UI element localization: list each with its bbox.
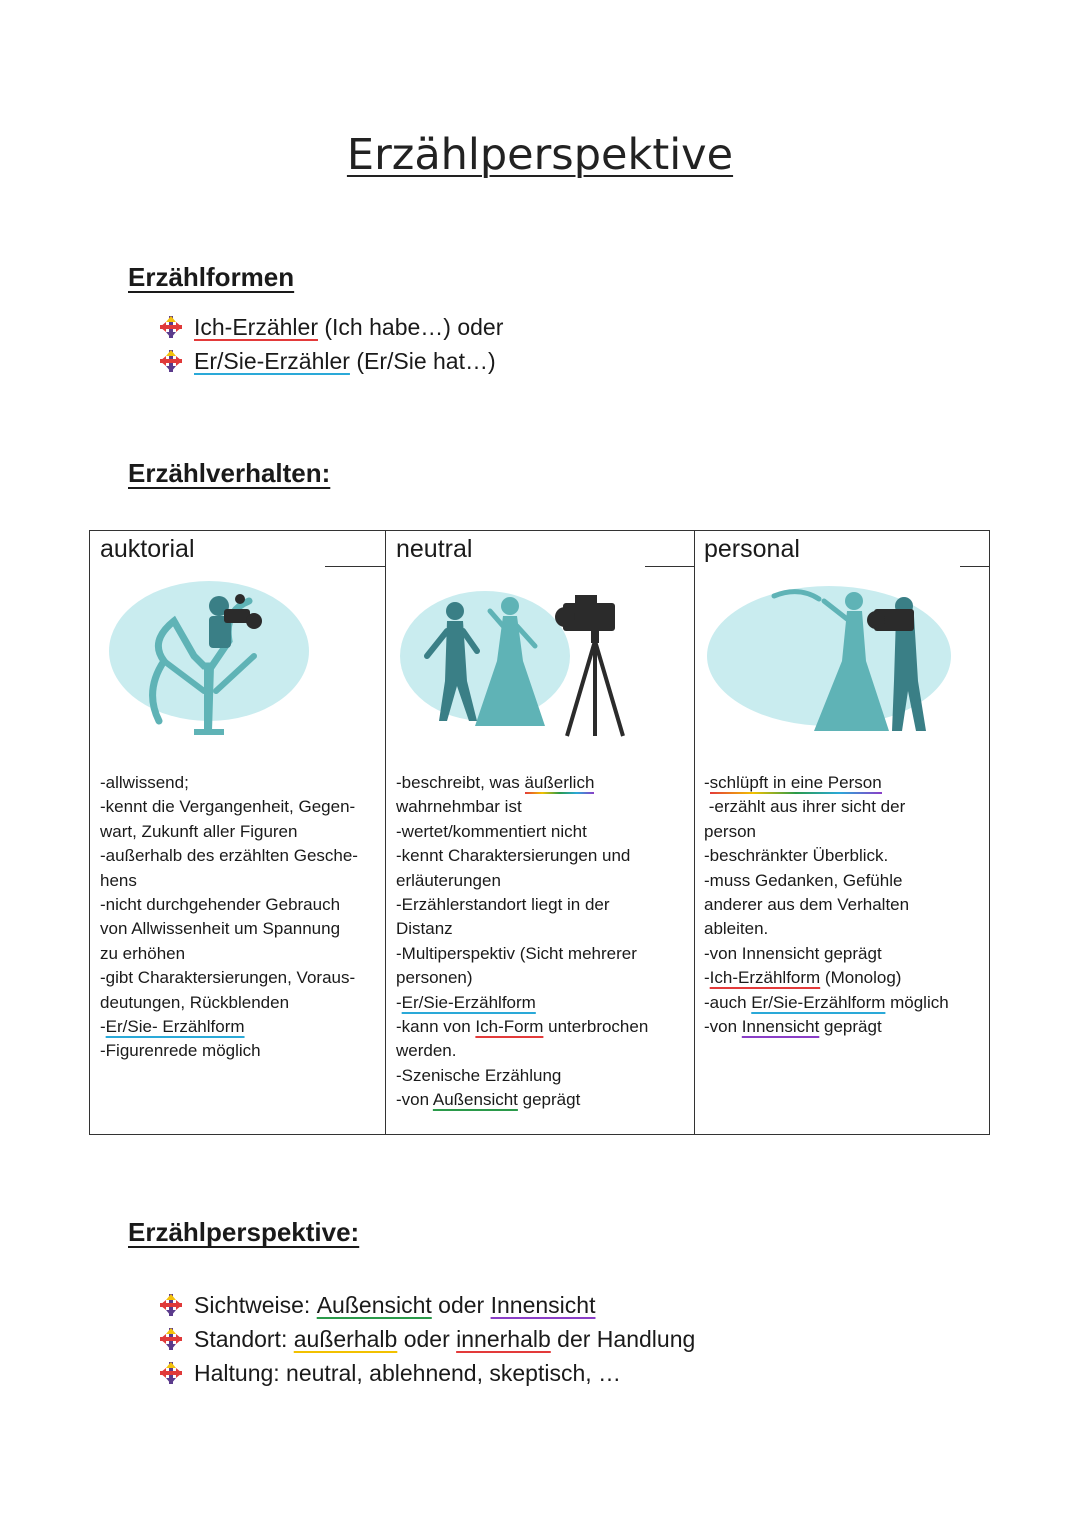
page-title: Erzählperspektive xyxy=(346,130,734,180)
text-line: person xyxy=(704,821,756,841)
term-er-sie-erzaehlform: Er/Sie-Erzählform xyxy=(401,992,536,1012)
text-fragment: -von xyxy=(396,1090,433,1110)
narrator-filming-person-icon xyxy=(704,571,954,761)
list-item xyxy=(160,1322,695,1356)
list-item xyxy=(160,310,503,344)
text-line: -außerhalb des erzählten Gesche- xyxy=(100,846,358,866)
column-header-auktorial: auktorial xyxy=(100,535,195,563)
header-underline xyxy=(960,566,989,567)
term-er-sie-erzaehler: Er/Sie-Erzähler xyxy=(194,348,350,374)
text-fragment: - xyxy=(100,1017,106,1037)
text-line: -Szenische Erzählung xyxy=(396,1065,562,1085)
text-fragment: -kann von xyxy=(396,1017,476,1037)
text-line: -Multiperspektiv (Sicht mehrerer xyxy=(396,943,637,963)
erzaehlformen-list xyxy=(160,310,503,378)
text-fragment: geprägt xyxy=(819,1017,882,1037)
term-innensicht: Innensicht xyxy=(490,1292,596,1318)
text-line: -erzählt aus ihrer sicht der xyxy=(704,797,906,817)
text-line: Distanz xyxy=(396,919,453,939)
term-er-sie-erzaehlform: Er/Sie- Erzählform xyxy=(105,1017,245,1037)
column-header-neutral: neutral xyxy=(396,535,473,563)
auktorial-description xyxy=(100,771,358,1064)
text-line: -wertet/kommentiert nicht xyxy=(396,821,587,841)
text-line: ableiten. xyxy=(704,919,769,939)
text-line: -kennt Charaktersierungen und xyxy=(396,846,631,866)
term-schluepft-in-person: schlüpft in eine Person xyxy=(709,773,882,792)
column-divider xyxy=(694,531,695,1134)
column-header-personal: personal xyxy=(704,535,800,563)
text-line: hens xyxy=(100,870,137,890)
text-line xyxy=(704,966,949,990)
text-line xyxy=(396,1015,648,1039)
text-line xyxy=(704,771,949,795)
term-ich-erzaehler: Ich-Erzähler xyxy=(194,314,318,340)
text-fragment: - xyxy=(704,773,710,792)
term-aussensicht: Außensicht xyxy=(316,1292,432,1318)
text-fragment: unterbrochen xyxy=(543,1017,649,1037)
list-item-text: (Er/Sie hat…) xyxy=(349,348,496,374)
text-line: deutungen, Rückblenden xyxy=(100,992,290,1012)
four-way-arrow-icon xyxy=(160,1294,182,1316)
list-item-text: der Handlung xyxy=(550,1326,696,1352)
list-item xyxy=(160,1356,695,1390)
list-item-text: Standort: xyxy=(194,1326,294,1352)
text-fragment: -auch xyxy=(704,992,752,1012)
list-item xyxy=(160,1288,695,1322)
text-fragment: - xyxy=(396,992,402,1012)
text-fragment: (Monolog) xyxy=(820,968,902,988)
personal-description xyxy=(704,771,949,1039)
text-line: -Erzählerstandort liegt in der xyxy=(396,895,610,915)
term-innensicht: Innensicht xyxy=(741,1017,820,1037)
text-fragment: geprägt xyxy=(517,1090,581,1110)
text-line: personen) xyxy=(396,968,473,988)
list-item-text: Sichtweise: xyxy=(194,1292,317,1318)
header-underline xyxy=(645,566,694,567)
camera-on-tripod-icon xyxy=(395,571,645,761)
text-line: -gibt Charaktersierungen, Voraus- xyxy=(100,968,356,988)
text-fragment: -von xyxy=(704,1017,742,1037)
text-line: wahrnehmbar ist xyxy=(396,797,522,817)
text-line: werden. xyxy=(396,1041,457,1061)
text-line: erläuterungen xyxy=(396,870,501,890)
text-line xyxy=(396,1088,648,1112)
four-way-arrow-icon xyxy=(160,1328,182,1350)
text-line: -allwissend; xyxy=(100,773,189,792)
text-line: anderer aus dem Verhalten xyxy=(704,895,910,915)
text-line xyxy=(396,991,648,1015)
erzaehlperspektive-list xyxy=(160,1288,695,1390)
text-line: -muss Gedanken, Gefühle xyxy=(704,870,903,890)
text-line xyxy=(100,1015,358,1039)
term-aussensicht: Außensicht xyxy=(432,1090,518,1110)
list-item-text: oder xyxy=(397,1326,457,1352)
neutral-description xyxy=(396,771,648,1113)
text-line: -kennt die Vergangenheit, Gegen- xyxy=(100,797,356,817)
text-line xyxy=(704,1015,949,1039)
text-line: -von Innensicht geprägt xyxy=(704,943,882,963)
header-underline xyxy=(325,566,385,567)
narrator-in-tree-icon xyxy=(104,571,324,761)
section-heading-erzaehlverhalten: Erzählverhalten: xyxy=(128,458,331,488)
four-way-arrow-icon xyxy=(160,350,182,372)
text-fragment: -beschreibt, was xyxy=(396,773,525,792)
term-ausserhalb: außerhalb xyxy=(293,1326,398,1352)
text-line: wart, Zukunft aller Figuren xyxy=(100,821,298,841)
list-item xyxy=(160,344,503,378)
list-item-text: oder xyxy=(431,1292,491,1318)
list-item-text: Haltung: neutral, ablehnend, skeptisch, … xyxy=(194,1360,622,1386)
four-way-arrow-icon xyxy=(160,1362,182,1384)
term-ich-form: Ich-Form xyxy=(475,1017,544,1037)
term-aeusserlich: äußerlich xyxy=(524,773,595,792)
term-ich-erzaehlform: Ich-Erzählform xyxy=(709,968,821,988)
text-line xyxy=(704,991,949,1015)
text-line: -beschränkter Überblick. xyxy=(704,846,889,866)
text-line: von Allwissenheit um Spannung xyxy=(100,919,341,939)
section-heading-erzaehlperspektive: Erzählperspektive: xyxy=(128,1217,360,1247)
erzaehlverhalten-table xyxy=(89,530,990,1135)
text-line: zu erhöhen xyxy=(100,943,186,963)
text-fragment: - xyxy=(704,968,710,988)
column-divider xyxy=(385,531,386,1134)
text-fragment: möglich xyxy=(885,992,949,1012)
section-heading-erzaehlformen: Erzählformen xyxy=(128,262,295,292)
list-item-text: (Ich habe…) oder xyxy=(317,314,504,340)
term-er-sie-erzaehlform: Er/Sie-Erzählform xyxy=(751,992,886,1012)
term-innerhalb: innerhalb xyxy=(456,1326,551,1352)
text-line xyxy=(396,771,648,795)
text-line: -nicht durchgehender Gebrauch xyxy=(100,895,341,915)
four-way-arrow-icon xyxy=(160,316,182,338)
text-line: -Figurenrede möglich xyxy=(100,1041,261,1061)
